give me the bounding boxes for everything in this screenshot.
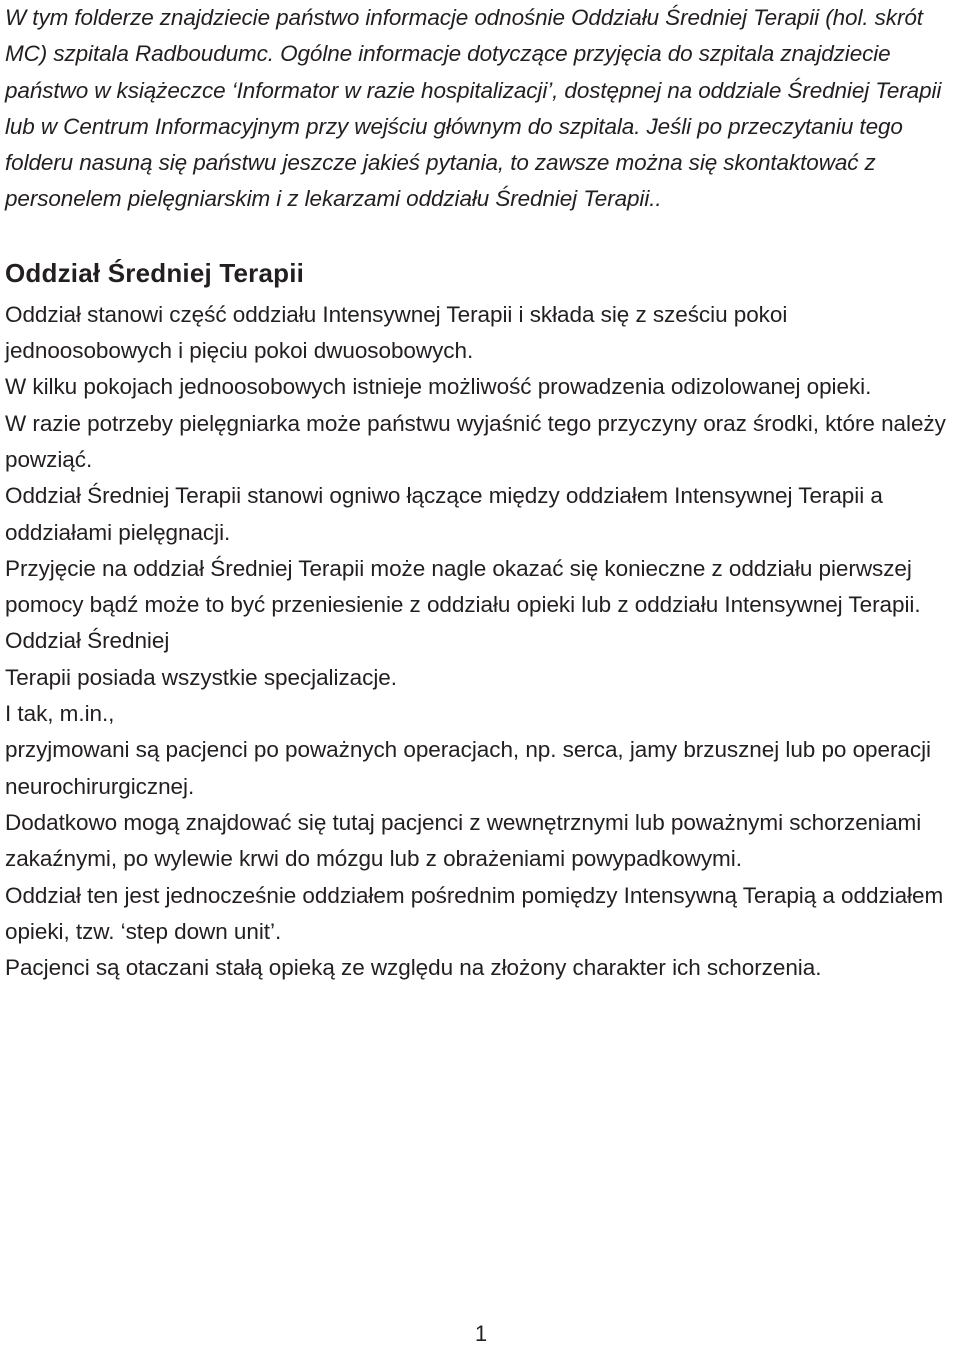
paragraph-surgery-patients: przyjmowani są pacjenci po poważnych operacjach, np. serca, jamy brzusznej lub po operacji neurochirurgicznej. bbox=[5, 737, 931, 799]
paragraph-nurse-explanation: W razie potrzeby pielęgniarka może państwu wyjaśnić tego przyczyny oraz środki, które należy powziąć. bbox=[5, 410, 946, 472]
paragraph-link: Oddział Średniej Terapii stanowi ogniwo łączące między oddziałem Intensywnej Terapii a oddziałami pielęgnacji. bbox=[5, 483, 883, 545]
paragraph-for-example: I tak, m.in., bbox=[5, 701, 115, 727]
paragraph-rooms: Oddział stanowi część oddziału Intensywnej Terapii i składa się z sześciu pokoi jednoosobowych i pięciu pokoi dwuosobowych. bbox=[5, 301, 788, 364]
paragraph-specializations: Terapii posiada wszystkie specjalizacje. bbox=[5, 664, 397, 690]
paragraph-isolation: W kilku pokojach jednoosobowych istnieje możliwość prowadzenia odizolowanej opieki. bbox=[5, 374, 872, 400]
paragraph-step-down: Oddział ten jest jednocześnie oddziałem pośrednim pomiędzy Intensywną Terapią a oddziałem opieki, tzw. ‘step down unit’. bbox=[5, 882, 944, 944]
page-number bbox=[0, 1322, 960, 1346]
document-page bbox=[5, 0, 957, 986]
section-heading: Oddział Średniej Terapii bbox=[5, 257, 305, 288]
section-body bbox=[5, 297, 957, 987]
paragraph-other-patients: Dodatkowo mogą znajdować się tutaj pacjenci z wewnętrznymi lub poważnymi schorzeniami zakaźnymi, po wylewie krwi do mózgu lub z obrażeniami powypadkowymi. bbox=[5, 809, 922, 872]
paragraph-unit-name: Oddział Średniej bbox=[5, 628, 170, 654]
paragraph-admission: Przyjęcie na oddział Średniej Terapii może nagle okazać się konieczne z oddziału pierwszej pomocy bądź może to być przeniesienie z oddziału opieki lub z oddziału Intensywnej Terapii. bbox=[5, 555, 921, 618]
intro-paragraph: W tym folderze znajdziecie państwo informacje odnośnie Oddziału Średniej Terapii (hol. skrót MC) szpitala Radboudumc. Ogólne informacje dotyczące przyjęcia do szpitala znajdziecie państwo w książeczce ‘Informator w razie hospitalizacji’, dostępnej na oddziale Średniej Terapii lub w Centrum Informacyjnym przy wejściu głównym do szpitala. Jeśli po przeczytaniu tego folderu nasuną się państwu jeszcze jakieś pytania, to zawsze można się skontaktować z personelem pielęgniarskim i z lekarzami oddziału Średniej Terapii.. bbox=[5, 5, 942, 212]
page-number-label: 1 bbox=[474, 1321, 488, 1346]
paragraph-constant-care: Pacjenci są otaczani stałą opieką ze względu na złożony charakter ich schorzenia. bbox=[5, 955, 822, 981]
